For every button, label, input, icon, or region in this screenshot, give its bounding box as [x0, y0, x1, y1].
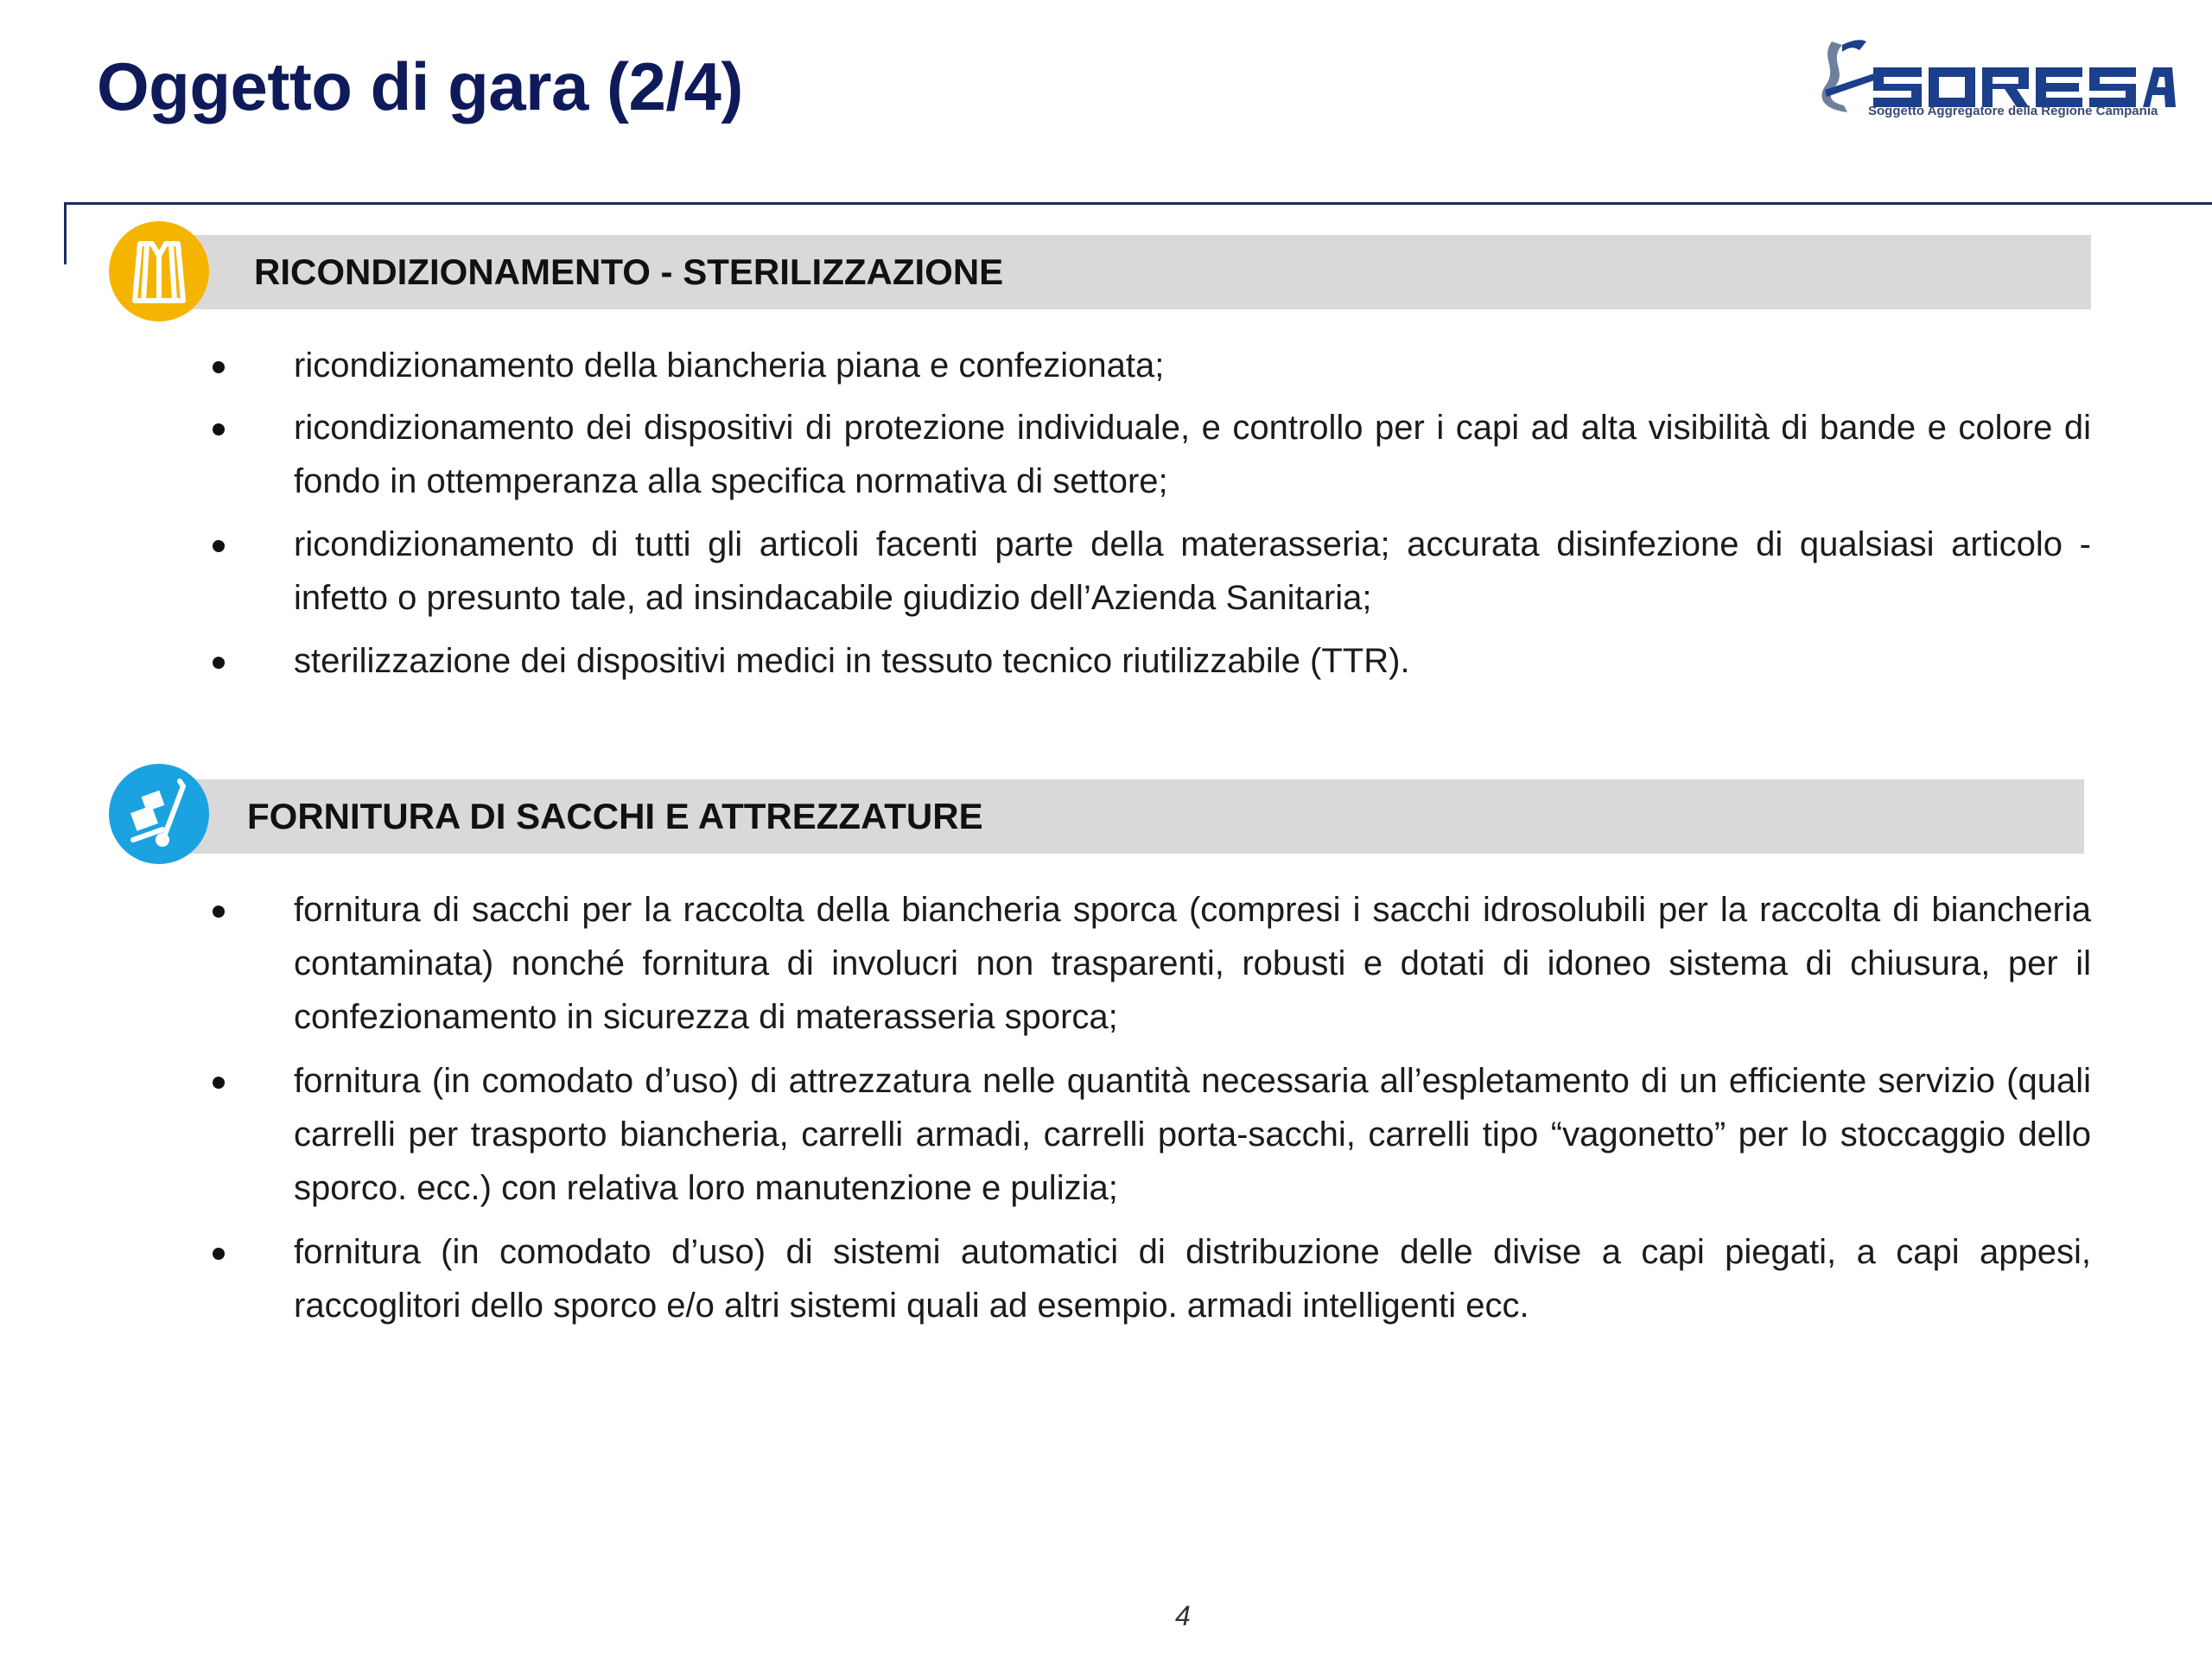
hand-truck-icon: [109, 764, 209, 864]
bullet-dot: [213, 361, 225, 373]
section-heading: RICONDIZIONAMENTO - STERILIZZAZIONE: [254, 251, 1004, 292]
bullet-dot: [213, 1248, 225, 1260]
bullet-dot: [213, 906, 225, 918]
list-item-text: ricondizionamento di tutti gli articoli facenti parte della materasseria; accurata disinfezione di qualsiasi articolo - infetto o presunto tale, ad insindacabile giudizio dell’Azienda Sanitaria;: [294, 525, 2091, 617]
frame-left-line: [64, 202, 67, 264]
garment-icon: [109, 221, 209, 321]
list-item-text: fornitura (in comodato d’uso) di sistemi automatici di distribuzione delle divise a capi piegati, a capi appesi, raccoglitori dello sporco e/o altri sistemi quali ad esempio. armadi intelligenti ecc.: [294, 1233, 2091, 1325]
list-item-text: fornitura (in comodato d’uso) di attrezzatura nelle quantità necessaria all’espletamento di un efficiente servizio (quali carrelli per trasporto biancheria, carrelli armadi, carrelli porta-sacchi, carrelli tipo “vagonetto” per lo stoccaggio dello sporco. ecc.) con relativa loro manutenzione e pulizia;: [294, 1062, 2091, 1207]
section-heading: FORNITURA DI SACCHI E ATTREZZATURE: [247, 796, 983, 836]
list-item-text: sterilizzazione dei dispositivi medici in tessuto tecnico riutilizzabile (TTR).: [294, 642, 1410, 680]
list-item-text: ricondizionamento dei dispositivi di protezione individuale, e controllo per i capi ad alta visibilità di bande e colore di fondo in ottemperanza alla specifica normativa di settore;: [294, 409, 2091, 500]
page-number: 4: [1175, 1600, 1191, 1631]
list-item-text: ricondizionamento della biancheria piana e confezionata;: [294, 346, 1165, 385]
bullet-dot: [213, 423, 225, 435]
soresa-logo: [1813, 33, 2176, 128]
bullet-dot: [213, 657, 225, 669]
bullet-dot: [213, 1077, 225, 1089]
page-title: Oggetto di gara (2/4): [97, 48, 743, 124]
logo-subtitle: Soggetto Aggregatore della Regione Campania: [1868, 104, 2158, 118]
section-header-fornitura: [180, 779, 2084, 854]
list-item-text: fornitura di sacchi per la raccolta della biancheria sporca (compresi i sacchi idrosolubili per la raccolta di biancheria contaminata) nonché fornitura di involucri non trasparenti, robusti e dotati di idoneo sistema di chiusura, per il confezionamento in sicurezza di materasseria sporca;: [294, 891, 2091, 1036]
section-header-ricondizionamento: [180, 235, 2091, 309]
bullet-dot: [213, 540, 225, 552]
frame-top-line: [64, 202, 2212, 205]
